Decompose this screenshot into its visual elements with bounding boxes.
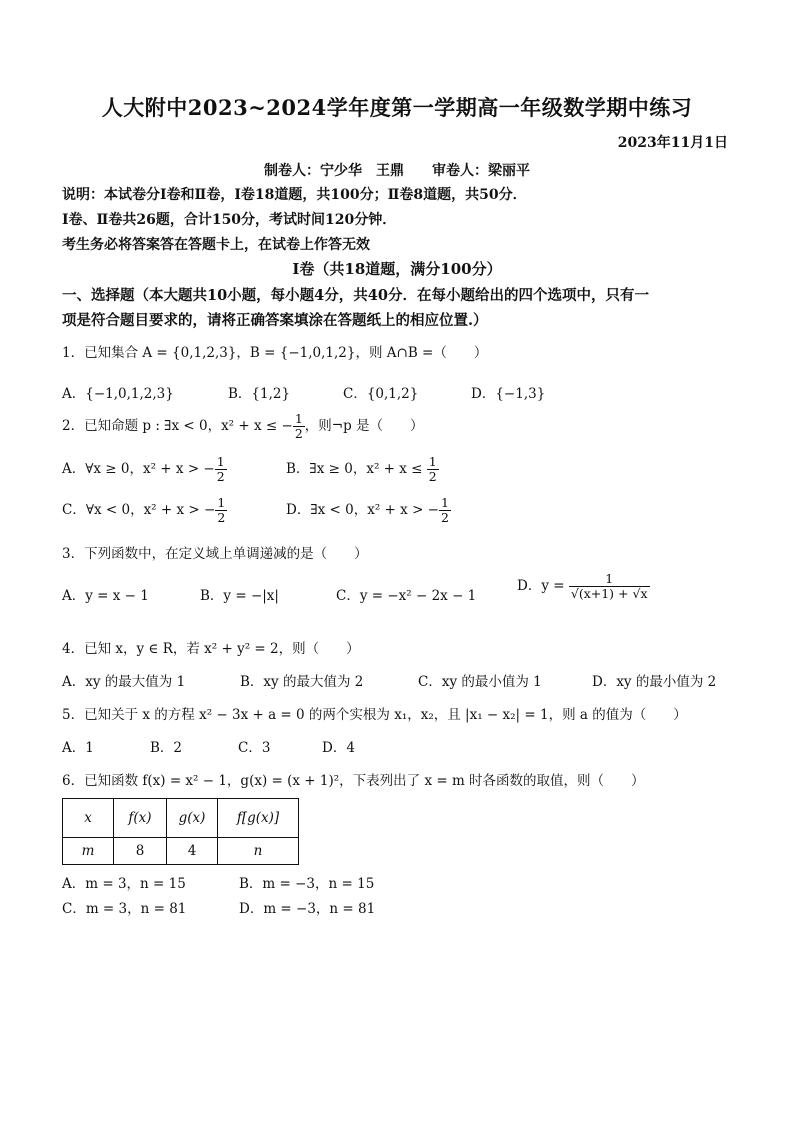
fraction-denominator: √(x+1) + √x <box>570 585 648 601</box>
question-1-option-d: D．{−1,3} <box>471 386 546 402</box>
question-6-value-table <box>62 798 299 865</box>
question-2-fraction <box>293 412 305 441</box>
fraction-denominator: 2 <box>428 468 437 484</box>
part-heading-line-2: 项是符合题目要求的，请将正确答案填涂在答题纸上的相应位置.） <box>62 312 488 329</box>
option-fraction <box>439 496 451 525</box>
fraction-numerator: 1 <box>217 495 226 510</box>
question-2-option-d <box>286 496 451 525</box>
question-3-stem: 3．下列函数中，在定义域上单调递减的是（ ） <box>62 546 368 562</box>
option-text: B．∃x ≥ 0，x² + x ≤ <box>286 460 427 477</box>
table-cell: 4 <box>167 838 218 865</box>
exam-title: 人大附中2023~2024学年度第一学期高一年级数学期中练习 <box>101 95 693 120</box>
exam-makers: 制卷人：宁少华 王鼎 审卷人：梁丽平 <box>264 163 530 179</box>
part-heading-line-1: 一、选择题（本大题共10小题，每小题4分，共40分．在每小题给出的四个选项中，只有一 <box>62 287 649 304</box>
question-4-option-b: B．xy 的最大值为 2 <box>240 674 364 690</box>
option-fraction <box>569 572 650 601</box>
question-3-option-d <box>517 572 650 601</box>
option-text: C．∀x < 0，x² + x > − <box>62 501 216 518</box>
question-3-option-b: B．y = −|x| <box>200 588 279 604</box>
question-5-stem: 5．已知关于 x 的方程 x² − 3x + a = 0 的两个实根为 x₁，x₂，且 |x₁ − x₂| = 1，则 a 的值为（ ） <box>62 707 687 723</box>
table-header-cell: f(x) <box>114 799 167 838</box>
option-fraction <box>215 496 227 525</box>
fraction-denominator: 2 <box>294 425 303 441</box>
question-5-option-d: D．4 <box>322 740 355 756</box>
fraction-denominator: 2 <box>217 509 226 525</box>
option-text: D．∃x < 0，x² + x > − <box>286 501 439 518</box>
question-6-stem: 6．已知函数 f(x) = x² − 1，g(x) = (x + 1)²，下表列出了 x = m 时各函数的取值，则（ ） <box>62 773 645 789</box>
fraction-numerator: 1 <box>428 454 437 469</box>
exam-date: 2023年11月1日 <box>617 135 728 151</box>
question-5-option-a: A．1 <box>62 740 94 756</box>
fraction-numerator: 1 <box>216 454 225 469</box>
section-title: Ⅰ卷（共18道题，满分100分） <box>292 260 502 278</box>
question-2-stem-a: 2．已知命题 p : ∃x < 0，x² + x ≤ − <box>62 417 293 434</box>
table-cell: m <box>63 838 114 865</box>
table-header-cell: f[g(x)] <box>218 799 299 838</box>
question-5-option-c: C．3 <box>238 740 271 756</box>
question-2-option-b <box>286 455 439 484</box>
question-1-option-a: A．{−1,0,1,2,3} <box>62 386 174 402</box>
fraction-numerator: 1 <box>294 411 303 426</box>
question-1-option-c: C．{0,1,2} <box>343 386 419 402</box>
question-2-stem-b: ，则¬p 是（ ） <box>304 417 424 434</box>
table-cell: 8 <box>114 838 167 865</box>
table-header-cell: x <box>63 799 114 838</box>
instruction-line-1: 说明：本试卷分Ⅰ卷和Ⅱ卷，Ⅰ卷18道题，共100分；Ⅱ卷8道题，共50分． <box>62 187 527 203</box>
fraction-numerator: 1 <box>569 572 650 587</box>
option-text: A．∀x ≥ 0，x² + x > − <box>62 460 215 477</box>
fraction-numerator: 1 <box>440 495 449 510</box>
question-2-option-c <box>62 496 227 525</box>
option-fraction <box>215 455 227 484</box>
instruction-line-3: 考生务必将答案答在答题卡上，在试卷上作答无效 <box>62 237 370 253</box>
question-3-option-a: A．y = x − 1 <box>62 588 149 604</box>
question-4-option-d: D．xy 的最小值为 2 <box>592 674 717 690</box>
question-6-option-c: C．m = 3，n = 81 <box>62 901 187 917</box>
question-5-option-b: B．2 <box>150 740 183 756</box>
fraction-denominator: 2 <box>440 509 449 525</box>
fraction-denominator: 2 <box>216 468 225 484</box>
table-header-cell: g(x) <box>167 799 218 838</box>
question-3-option-c: C．y = −x² − 2x − 1 <box>336 588 477 604</box>
question-1-stem: 1．已知集合 A = {0,1,2,3}，B = {−1,0,1,2}，则 A∩B =（ ） <box>62 345 488 361</box>
question-4-option-a: A．xy 的最大值为 1 <box>62 674 186 690</box>
question-4-stem: 4．已知 x，y ∈ R，若 x² + y² = 2，则（ ） <box>62 641 360 657</box>
question-6-option-d: D．m = −3，n = 81 <box>239 901 376 917</box>
table-cell: n <box>218 838 299 865</box>
question-2-stem <box>62 412 424 441</box>
question-4-option-c: C．xy 的最小值为 1 <box>418 674 542 690</box>
question-1-option-b: B．{1,2} <box>228 386 291 402</box>
option-fraction <box>427 455 439 484</box>
instruction-line-2: Ⅰ卷、Ⅱ卷共26题，合计150分，考试时间120分钟． <box>62 212 397 228</box>
option-text: D．y = <box>517 577 565 594</box>
question-6-option-b: B．m = −3，n = 15 <box>239 876 375 892</box>
question-2-option-a <box>62 455 227 484</box>
question-6-option-a: A．m = 3，n = 15 <box>62 876 186 892</box>
